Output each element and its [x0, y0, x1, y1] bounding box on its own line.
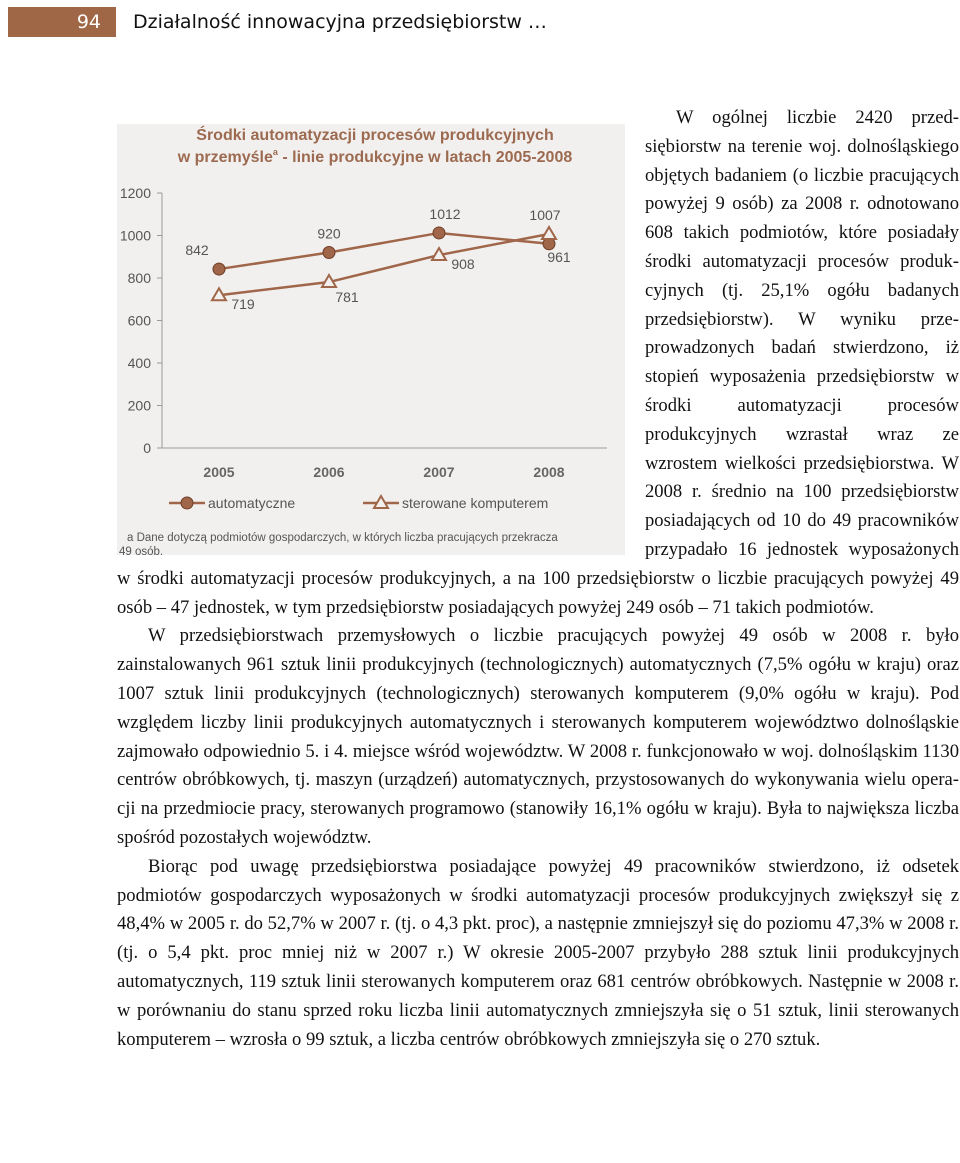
- data-label: 908: [451, 256, 475, 273]
- chart-title-part: - linie produkcyjne w latach 2005-2008: [277, 149, 573, 166]
- article-body: [117, 104, 959, 1054]
- data-label: 781: [335, 289, 359, 306]
- paragraph-3: Biorąc pod uwagę przedsiębiorstwa posiadające powyżej 49 pracowników stwierdzono, iż odsetek podmiotów gospodarczych wyposażonych w środki automatyzacji procesów produkcyjnych zwiększył się z 48,4% w 2005 r. do 52,7% w 2007 r. (tj. o 4,3 pkt. proc), a następnie zmniejszył się do poziomu 47,3% w 2008 r. (tj. o 5,4 pkt. proc mniej niż w 2007 r.) W okresie 2005-2007 przybyło 288 sztuk linii produkcyjnych automatycznych, 119 sztuk linii sterowanych komputerem oraz 681 centrów obróbkowych. Następnie w 2008 r. w porównaniu do stanu sprzed roku liczba linii automatycznych zmniejszyła się o 51 sztuk, linii sterowanych komputerem – wzrosła o 99 sztuk, a liczba centrów obróbkowych zmniejszyła się o 270 sztuk.: [117, 855, 959, 1050]
- x-tick-label: 2006: [313, 464, 345, 480]
- x-tick-label: 2005: [203, 464, 235, 480]
- chart-footnote-line1: a Dane dotyczą podmiotów gospodarczych, w których liczba pracujących przekracza: [127, 532, 558, 544]
- paragraph-1: W ogólnej liczbie 2420 przedsiębiorstw na terenie woj. dolnośląskiego objętych badaniem (o liczbie pracujących powyżej 9 osób) za 2008 r. odnotowano 608 takich podmiotów, które posiadały środki automatyzacji procesów produkcyjnych (tj. 25,1% ogółu badanych przedsiębiorstw). W wyniku przeprowadzonych badań stwierdzono, iż stopień wyposażenia przedsiębiorstw w środki automatyzacji procesów produkcyjnych wzrastał wraz ze wzrostem wielkości przedsiębiorstwa. W 2008 r. średnio na 100 przedsiębiorstw posiadających od 10 do 49 pracowników przypadało 16 jednostek wyposażonych w środki automatyzacji procesów produkcyjnych, a na 100 przedsiębiorstw o liczbie pracujących powyżej 49 osób – 47 jednostek, w tym przedsiębiorstw posiadających powyżej 249 osób – 71 takich podmiotów.: [117, 107, 959, 618]
- chart-title-superscript: a: [272, 147, 278, 157]
- data-label: 920: [317, 225, 341, 242]
- paragraph-2: W przedsiębiorstwach przemysłowych o liczbie pracujących powyżej 49 osób w 2008 r. było zainstalowanych 961 sztuk linii produkcyjnych (technologicznych) automatycznych (7,5% ogółu w kraju) oraz 1007 sztuk linii produkcyjnych (technologicznych) sterowanych komputerem (9,0% ogółu w kraju). Pod względem liczby linii produkcyjnych automatycznych i sterowanych komputerem województwo dolnośląskie zajmowało odpowiednio 5. i 4. miejsce wśród województw. W 2008 r. funkcjonowało w woj. dolnośląskim 1130 centrów obróbkowych, tj. maszyn (urządzeń) automatycznych, przystosowanych do wykonywania wielu operacji na przedmiocie pracy, sterowanych programowo (stanowiły 16,1% ogółu w kraju). Była to największa liczba spośród pozostałych województw.: [117, 625, 959, 848]
- x-tick-label: 2007: [423, 464, 455, 480]
- legend-label-automatyczne: automatyczne: [208, 495, 296, 511]
- legend-label-sterowane: sterowane komputerem: [402, 495, 549, 511]
- data-label: 719: [231, 296, 255, 313]
- running-title: Działalność innowacyjna przedsiębiorstw …: [133, 11, 547, 33]
- y-tick-label: 0: [143, 440, 151, 456]
- page-number: 94: [76, 11, 101, 33]
- y-tick-label: 1000: [119, 227, 151, 244]
- x-tick-label: 2008: [533, 464, 565, 480]
- y-tick-label: 600: [127, 312, 151, 329]
- y-tick-label: 800: [127, 270, 151, 286]
- y-tick-label: 200: [127, 397, 151, 414]
- y-tick-label: 1200: [119, 185, 151, 201]
- chart-float-space: [117, 104, 645, 550]
- chart-title-line1: Środki automatyzacji procesów produkcyjnych: [196, 127, 554, 144]
- data-label: 1012: [429, 205, 461, 222]
- data-label: 842: [185, 242, 209, 259]
- chart-title-part: w przemyśle: [177, 149, 273, 166]
- data-label: 961: [547, 248, 571, 265]
- data-label: 1007: [529, 207, 561, 224]
- y-tick-label: 400: [127, 355, 151, 371]
- chart-footnote-line2: 49 osób.: [119, 546, 164, 555]
